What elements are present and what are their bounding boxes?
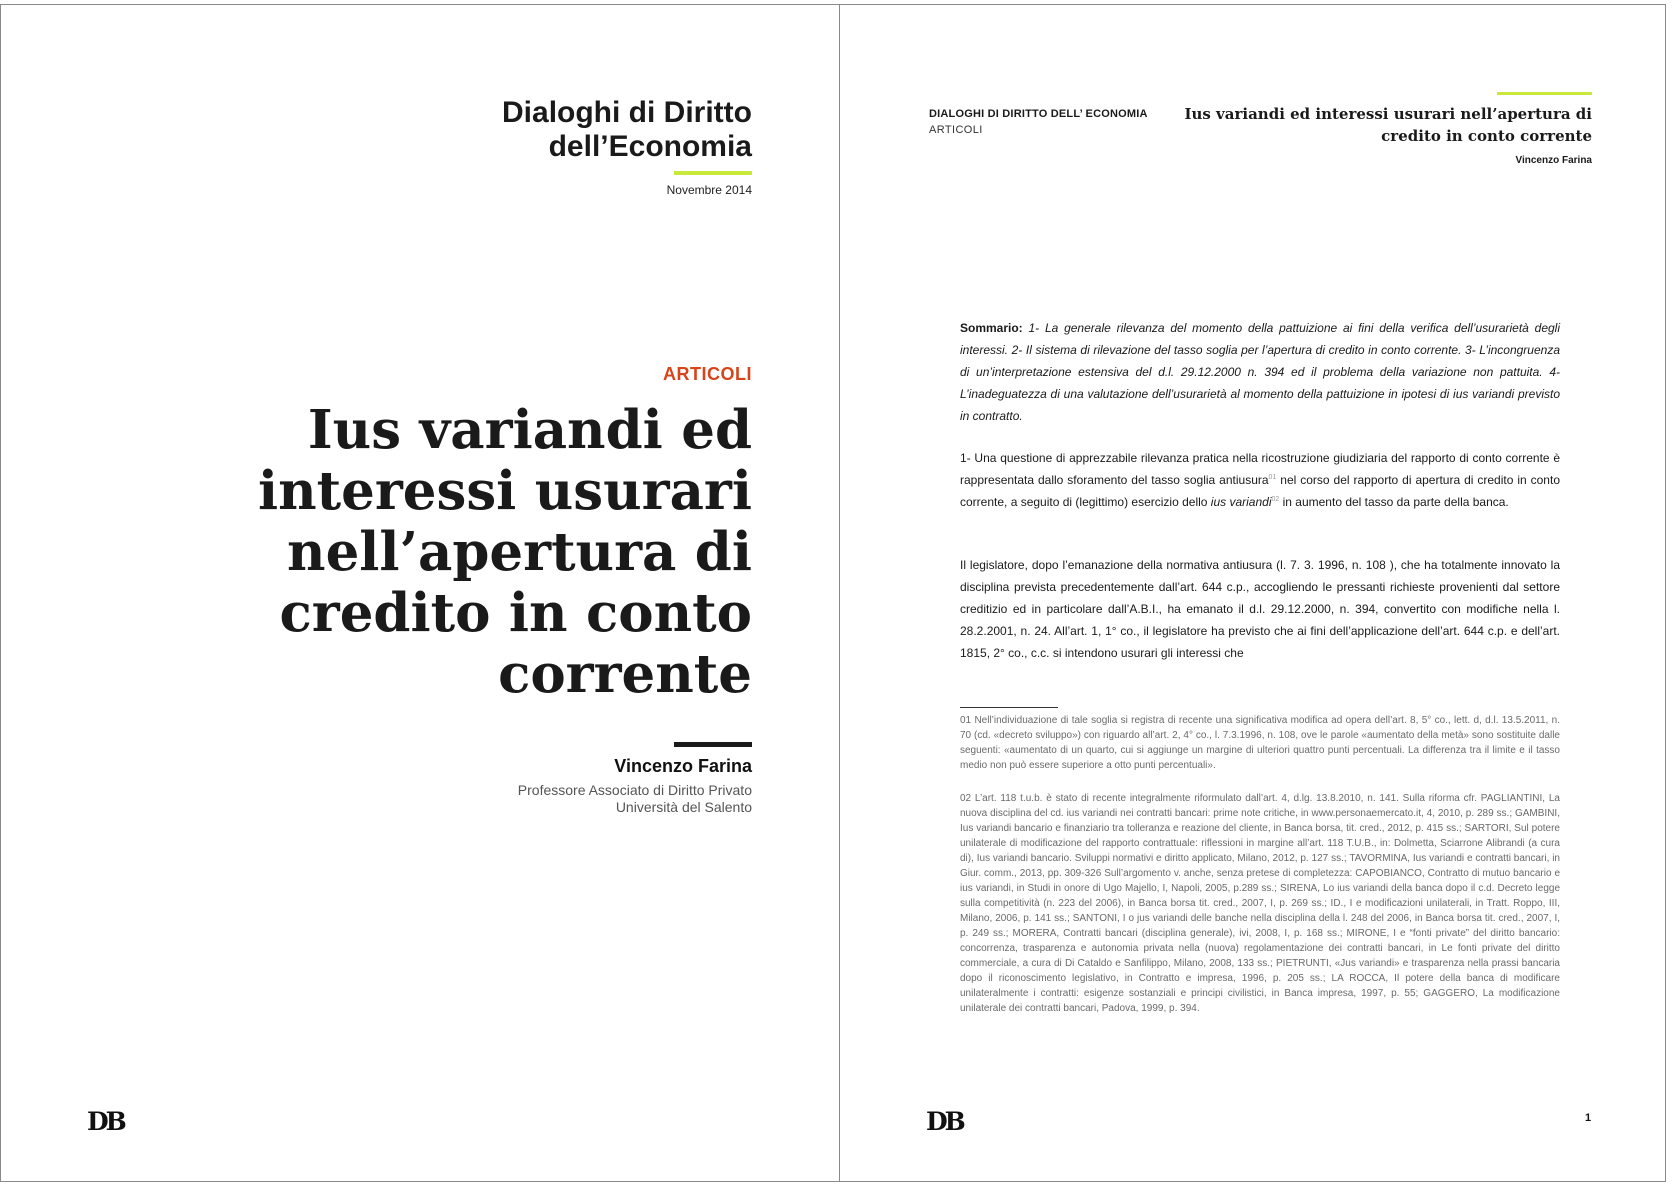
header-journal: DIALOGHI DI DIRITTO DELL’ ECONOMIA bbox=[929, 108, 1148, 120]
journal-title-line2: dell’Economia bbox=[548, 130, 752, 163]
page-number: 1 bbox=[1585, 1112, 1592, 1124]
header-author: Vincenzo Farina bbox=[1515, 155, 1592, 166]
db-logo-left: DB bbox=[87, 1107, 124, 1136]
affiliation-line1: Professore Associato di Diritto Privato bbox=[517, 782, 752, 798]
paragraph-1 bbox=[960, 447, 1560, 513]
header-title: Ius variandi ed interessi usurari nell’apertura di credito in conto corrente bbox=[1184, 105, 1592, 145]
para1-text-a: 1- Una questione di apprezzabile rilevanza pratica nella ricostruzione giudiziaria del rapporto di conto corrente è rappresentata dallo sforamento del tasso soglia antiusura bbox=[960, 451, 1560, 487]
sommario bbox=[960, 317, 1560, 427]
para1-text-b: nel corso del rapporto di apertura di credito in conto corrente, a seguito di (legittimo) esercizio dello bbox=[960, 473, 1560, 509]
author-divider bbox=[674, 742, 752, 747]
para1-text-c: in aumento del tasso da parte della banca. bbox=[1279, 495, 1509, 509]
para1-ius-variandi: ius variandi bbox=[1210, 495, 1272, 509]
footnote-01: 01 Nell’individuazione di tale soglia si registra di recente una significativa modifica ad opera dell’art. 8, 5° co., lett. d, d.l. 13.5.2011, n. 70 (cd. «decreto sviluppo») con riguardo all’art. 2, 4° co., l. 7.3.1996, n. 108, ove le parole «aumentato della metà» sono sostituite dalle seguenti: «aumentato di un quarto, cui si aggiunge un margine di ulteriori quattro punti percentuali. La differenza tra il limite e il tasso medio non può essere superiore a otto punti percentuali». bbox=[960, 715, 1560, 771]
header-section: ARTICOLI bbox=[929, 124, 983, 136]
section-label: ARTICOLI bbox=[663, 364, 752, 384]
accent-line bbox=[674, 171, 752, 175]
footnote-ref-01[interactable]: 01 bbox=[1268, 474, 1277, 481]
article-title: Ius variandi ed interessi usurari nell’apertura di credito in conto corrente bbox=[257, 399, 752, 705]
footnote-rule bbox=[960, 707, 1058, 708]
header-accent-line bbox=[1497, 92, 1592, 95]
issue-date: Novembre 2014 bbox=[666, 183, 752, 197]
journal-title-line1: Dialoghi di Diritto bbox=[502, 96, 752, 129]
author-name: Vincenzo Farina bbox=[614, 756, 752, 776]
journal-title bbox=[502, 96, 752, 164]
paragraph-2: Il legislatore, dopo l’emanazione della normativa antiusura (l. 7. 3. 1996, n. 108 ), che ha totalmente innovato la disciplina prevista precedentemente dall’art. 644 c.p., accogliendo le pressanti richieste provenienti dal settore creditizio ed in particolare dall’A.B.I., ha emanato il d.l. 29.12.2000, n. 394, convertito con modifiche nella l. 28.2.2001, n. 24. All’art. 1, 1° co., il legislatore ha previsto che ai fini dell’applicazione dell’art. 644 c.p. e dell’art. 1815, 2° co., c.c. si intendono usurari gli interessi che bbox=[960, 558, 1560, 660]
affiliation-line2: Università del Salento bbox=[615, 799, 752, 815]
sommario-label: Sommario: bbox=[960, 321, 1023, 335]
page-divider bbox=[839, 4, 840, 1182]
db-logo-right: DB bbox=[926, 1107, 963, 1136]
footnote-02: 02 L’art. 118 t.u.b. è stato di recente integralmente riformulato dall’art. 4, d.lg. 13.8.2010, n. 141. Sulla riforma cfr. PAGLIANTINI, La nuova disciplina del cd. ius variandi nei contratti bancari: prime note critiche, in www.personaemercato.it, 4, 2010, p. 289 ss.; GAMBINI, Ius variandi bancario e finanziario tra tolleranza e reazione del cliente, in Banca borsa, tit. cred., 2012, p. 415 ss.; SARTORI, Sul potere unilaterale di modificazione del rapporto contrattuale: riflessioni in margine all’art. 118 T.U.B., in: Dolmetta, Sciarrone Alibrandi (a cura di), Ius variandi bancario. Sviluppi normativi e diritto applicato, Milano, 2012, p. 127 ss.; TAVORMINA, Ius variandi e contratti bancari, in Giur. comm., 2013, pp. 309-326 Sull’argomento v. anche, senza pretese di completezza: CAPOBIANCO, Contratto di mutuo bancario e ius variandi, in Studi in onore di Ugo Majello, I, Napoli, 2005, p.289 ss.; SIRENA, Lo ius variandi della banca dopo il c.d. Decreto legge sulla competitività (n. 223 del 2006), in Banca borsa tit. cred., 2007, I, p. 269 ss.; ID., I e modificazioni unilaterali, in Tratt. Roppo, III, Milano, 2006, p. 141 ss.; SANTONI, I o jus variandi delle banche nella disciplina della l. 248 del 2006, in Banca borsa tit. cred., 2007, I, p. 249 ss.; MORERA, Contratti bancari (disciplina generale), ivi, 2008, I, p. 168 ss.; MIRONE, I e “fonti private” del diritto bancario: concorrenza, trasparenza e autonomia privata nella (nuova) regolamentazione dei contratti bancari, in Le fonti private del diritto commerciale, a cura di Di Cataldo e Sanfilippo, Milano, 2008, 133 ss.; PIETRUNTI, «Jus variandi» e trasparenza nella prassi bancaria dopo il riconoscimento legislativo, in Contratto e impresa, 1996, p. 205 ss.; LA ROCCA, Il potere della banca di modificare unilateralmente i contratti: esigenze sostanziali e principi civilistici, in Banca impresa, 1997, p. 55; GAGGERO, La modificazione unilaterale dei contratti bancari, Padova, 1999, p. 394. bbox=[960, 793, 1560, 1014]
author-affiliation bbox=[518, 782, 752, 816]
sommario-text: 1- La generale rilevanza del momento della pattuizione ai fini della verifica dell’usurarietà degli interessi. 2- Il sistema di rilevazione del tasso soglia per l’apertura di credito in conto corrente. 3- L’incongruenza di un’interpretazione estensiva del d.l. 29.12.2000 n. 394 ed il problema della variazione non pattuita. 4- L’inadeguatezza di una valutazione dell’usurarietà al momento della pattuizione in ipotesi di ius variandi previsto in contratto. bbox=[960, 321, 1560, 423]
footnote-ref-02[interactable]: 02 bbox=[1271, 496, 1280, 503]
